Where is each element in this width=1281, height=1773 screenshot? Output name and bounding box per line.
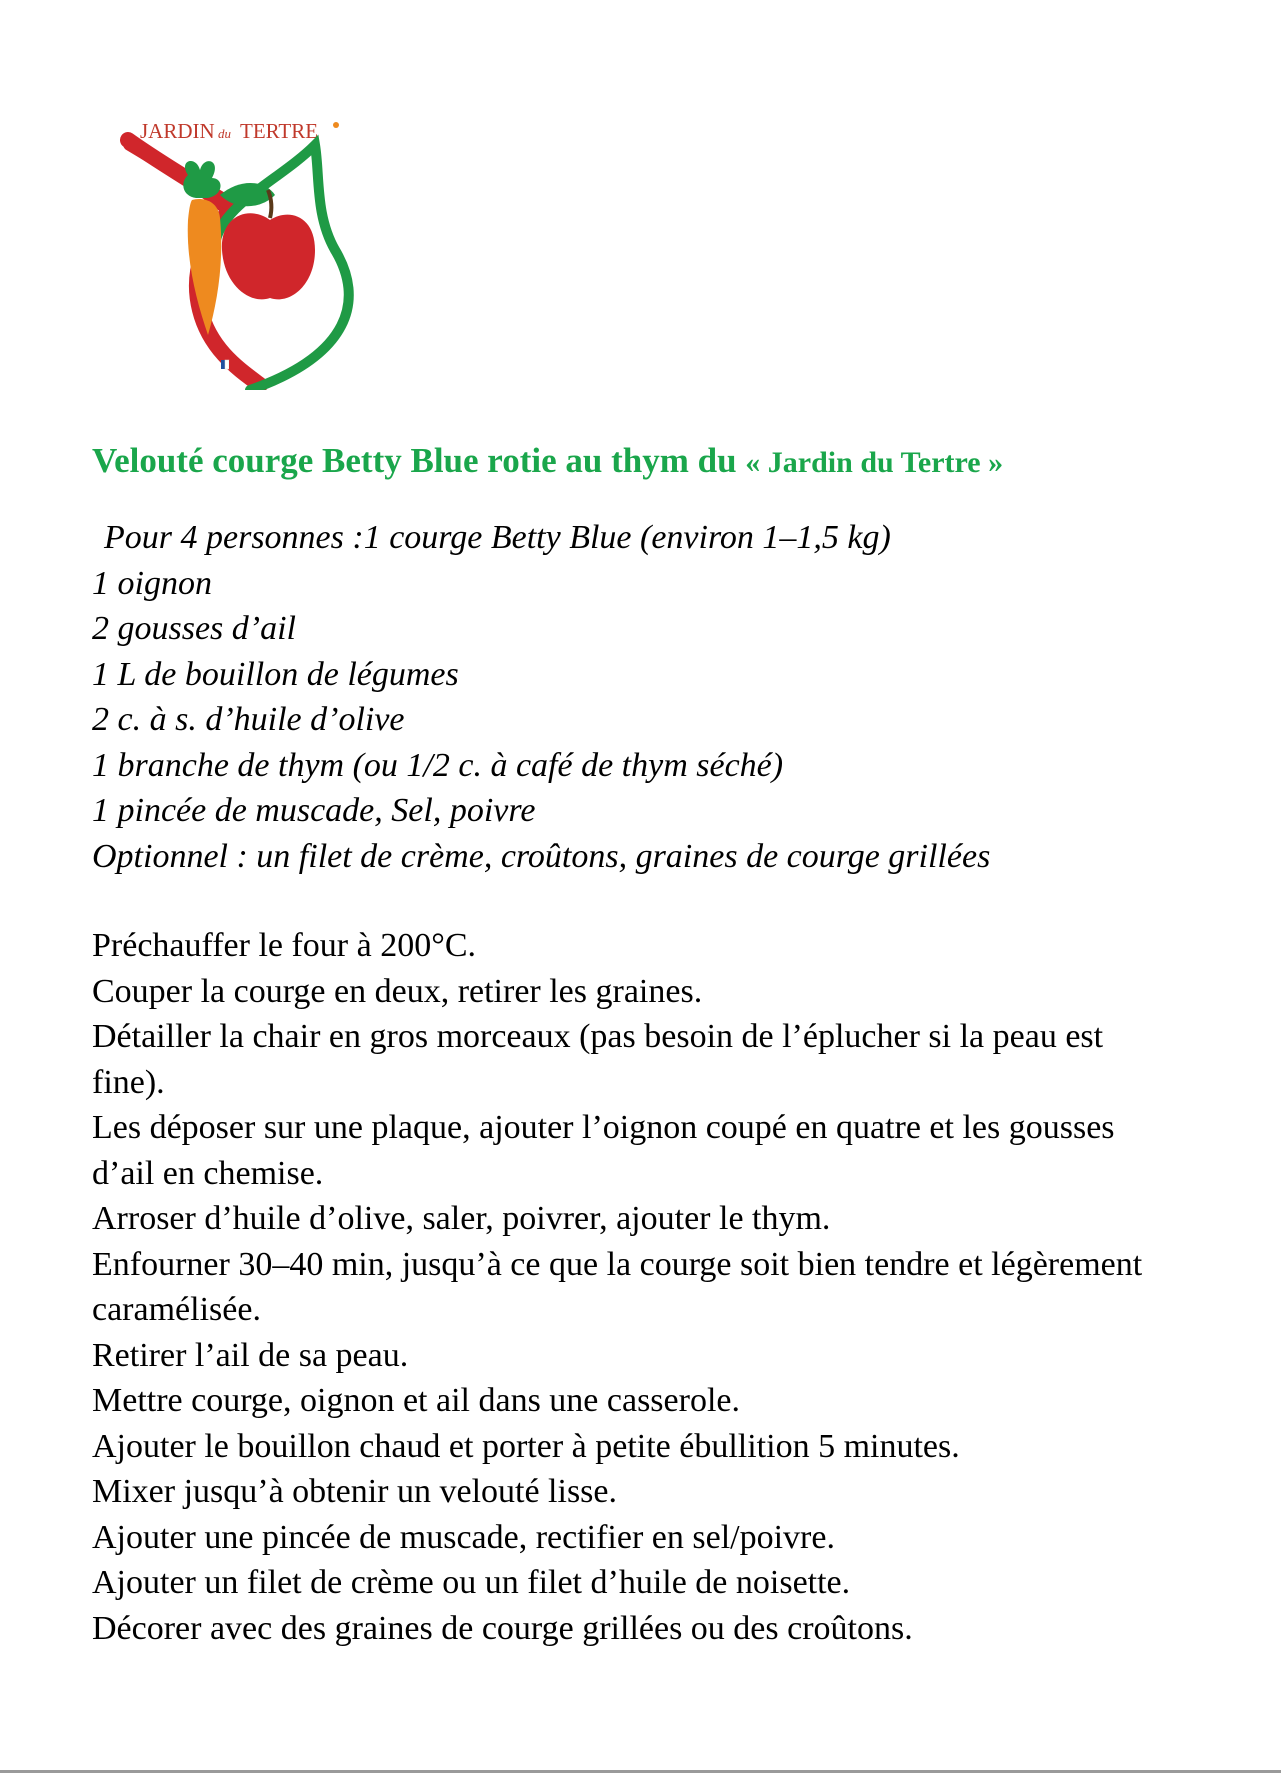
- logo-apple: [222, 213, 315, 299]
- instruction-step: Détailler la chair en gros morceaux (pas besoin de l’éplucher si la peau est fine).: [92, 1018, 1104, 1101]
- instruction-step: Ajouter une pincée de muscade, rectifier en sel/poivre.: [92, 1518, 835, 1556]
- recipe-title: [92, 438, 1003, 486]
- ingredient-item: Pour 4 personnes :1 courge Betty Blue (environ 1–1,5 kg): [104, 519, 891, 556]
- logo-text-tertre: TERTRE: [240, 119, 319, 143]
- recipe-title-main: Velouté courge Betty Blue rotie au thym du: [92, 441, 746, 480]
- logo-dot: [333, 122, 339, 128]
- instruction-step: Mixer jusqu’à obtenir un velouté lisse.: [92, 1473, 618, 1510]
- instruction-step: Décorer avec des graines de courge grillées ou des croûtons.: [92, 1609, 913, 1647]
- ingredient-item: 1 oignon: [92, 564, 212, 602]
- jardin-du-tertre-logo: [100, 100, 390, 390]
- ingredient-item: 2 c. à s. d’huile d’olive: [92, 701, 405, 738]
- logo-carrot-top: [183, 161, 220, 198]
- ingredient-item: 1 branche de thym (ou 1/2 c. à café de thym séché): [92, 746, 784, 784]
- instruction-step: Mettre courge, oignon et ail dans une casserole.: [92, 1382, 740, 1419]
- instruction-step: Ajouter un filet de crème ou un filet d’huile de noisette.: [92, 1564, 851, 1601]
- logo-flag-blue: [221, 360, 225, 369]
- ingredient-item: 1 pincée de muscade, Sel, poivre: [92, 792, 536, 829]
- logo-carrot: [188, 199, 222, 335]
- ingredient-item: 1 L de bouillon de légumes: [92, 655, 459, 693]
- ingredient-item: Optionnel : un filet de crème, croûtons, graines de courge grillées: [92, 837, 991, 875]
- recipe-title-garden: « Jardin du Tertre »: [745, 446, 1004, 479]
- instruction-step: Arroser d’huile d’olive, saler, poivrer, ajouter le thym.: [92, 1200, 831, 1237]
- ingredient-item: 2 gousses d’ail: [92, 610, 296, 647]
- instruction-steps: [92, 923, 1172, 1651]
- instruction-step: Enfourner 30–40 min, jusqu’à ce que la courge soit bien tendre et légèrement caramélisée.: [92, 1245, 1143, 1328]
- instruction-step: Les déposer sur une plaque, ajouter l’oignon coupé en quatre et les gousses d’ail en chemise.: [92, 1109, 1115, 1192]
- instruction-step: Retirer l’ail de sa peau.: [92, 1336, 409, 1374]
- instruction-step: Ajouter le bouillon chaud et porter à petite ébullition 5 minutes.: [92, 1427, 960, 1465]
- logo-text-du: du: [218, 126, 231, 141]
- logo-text-jardin: JARDIN: [140, 119, 215, 143]
- instruction-step: Préchauffer le four à 200°C.: [92, 927, 476, 964]
- logo-flag-white: [225, 360, 229, 369]
- ingredient-list: [92, 515, 990, 879]
- instruction-step: Couper la courge en deux, retirer les graines.: [92, 972, 703, 1010]
- logo-apple-stem: [268, 190, 271, 218]
- logo-flag-red: [229, 360, 233, 369]
